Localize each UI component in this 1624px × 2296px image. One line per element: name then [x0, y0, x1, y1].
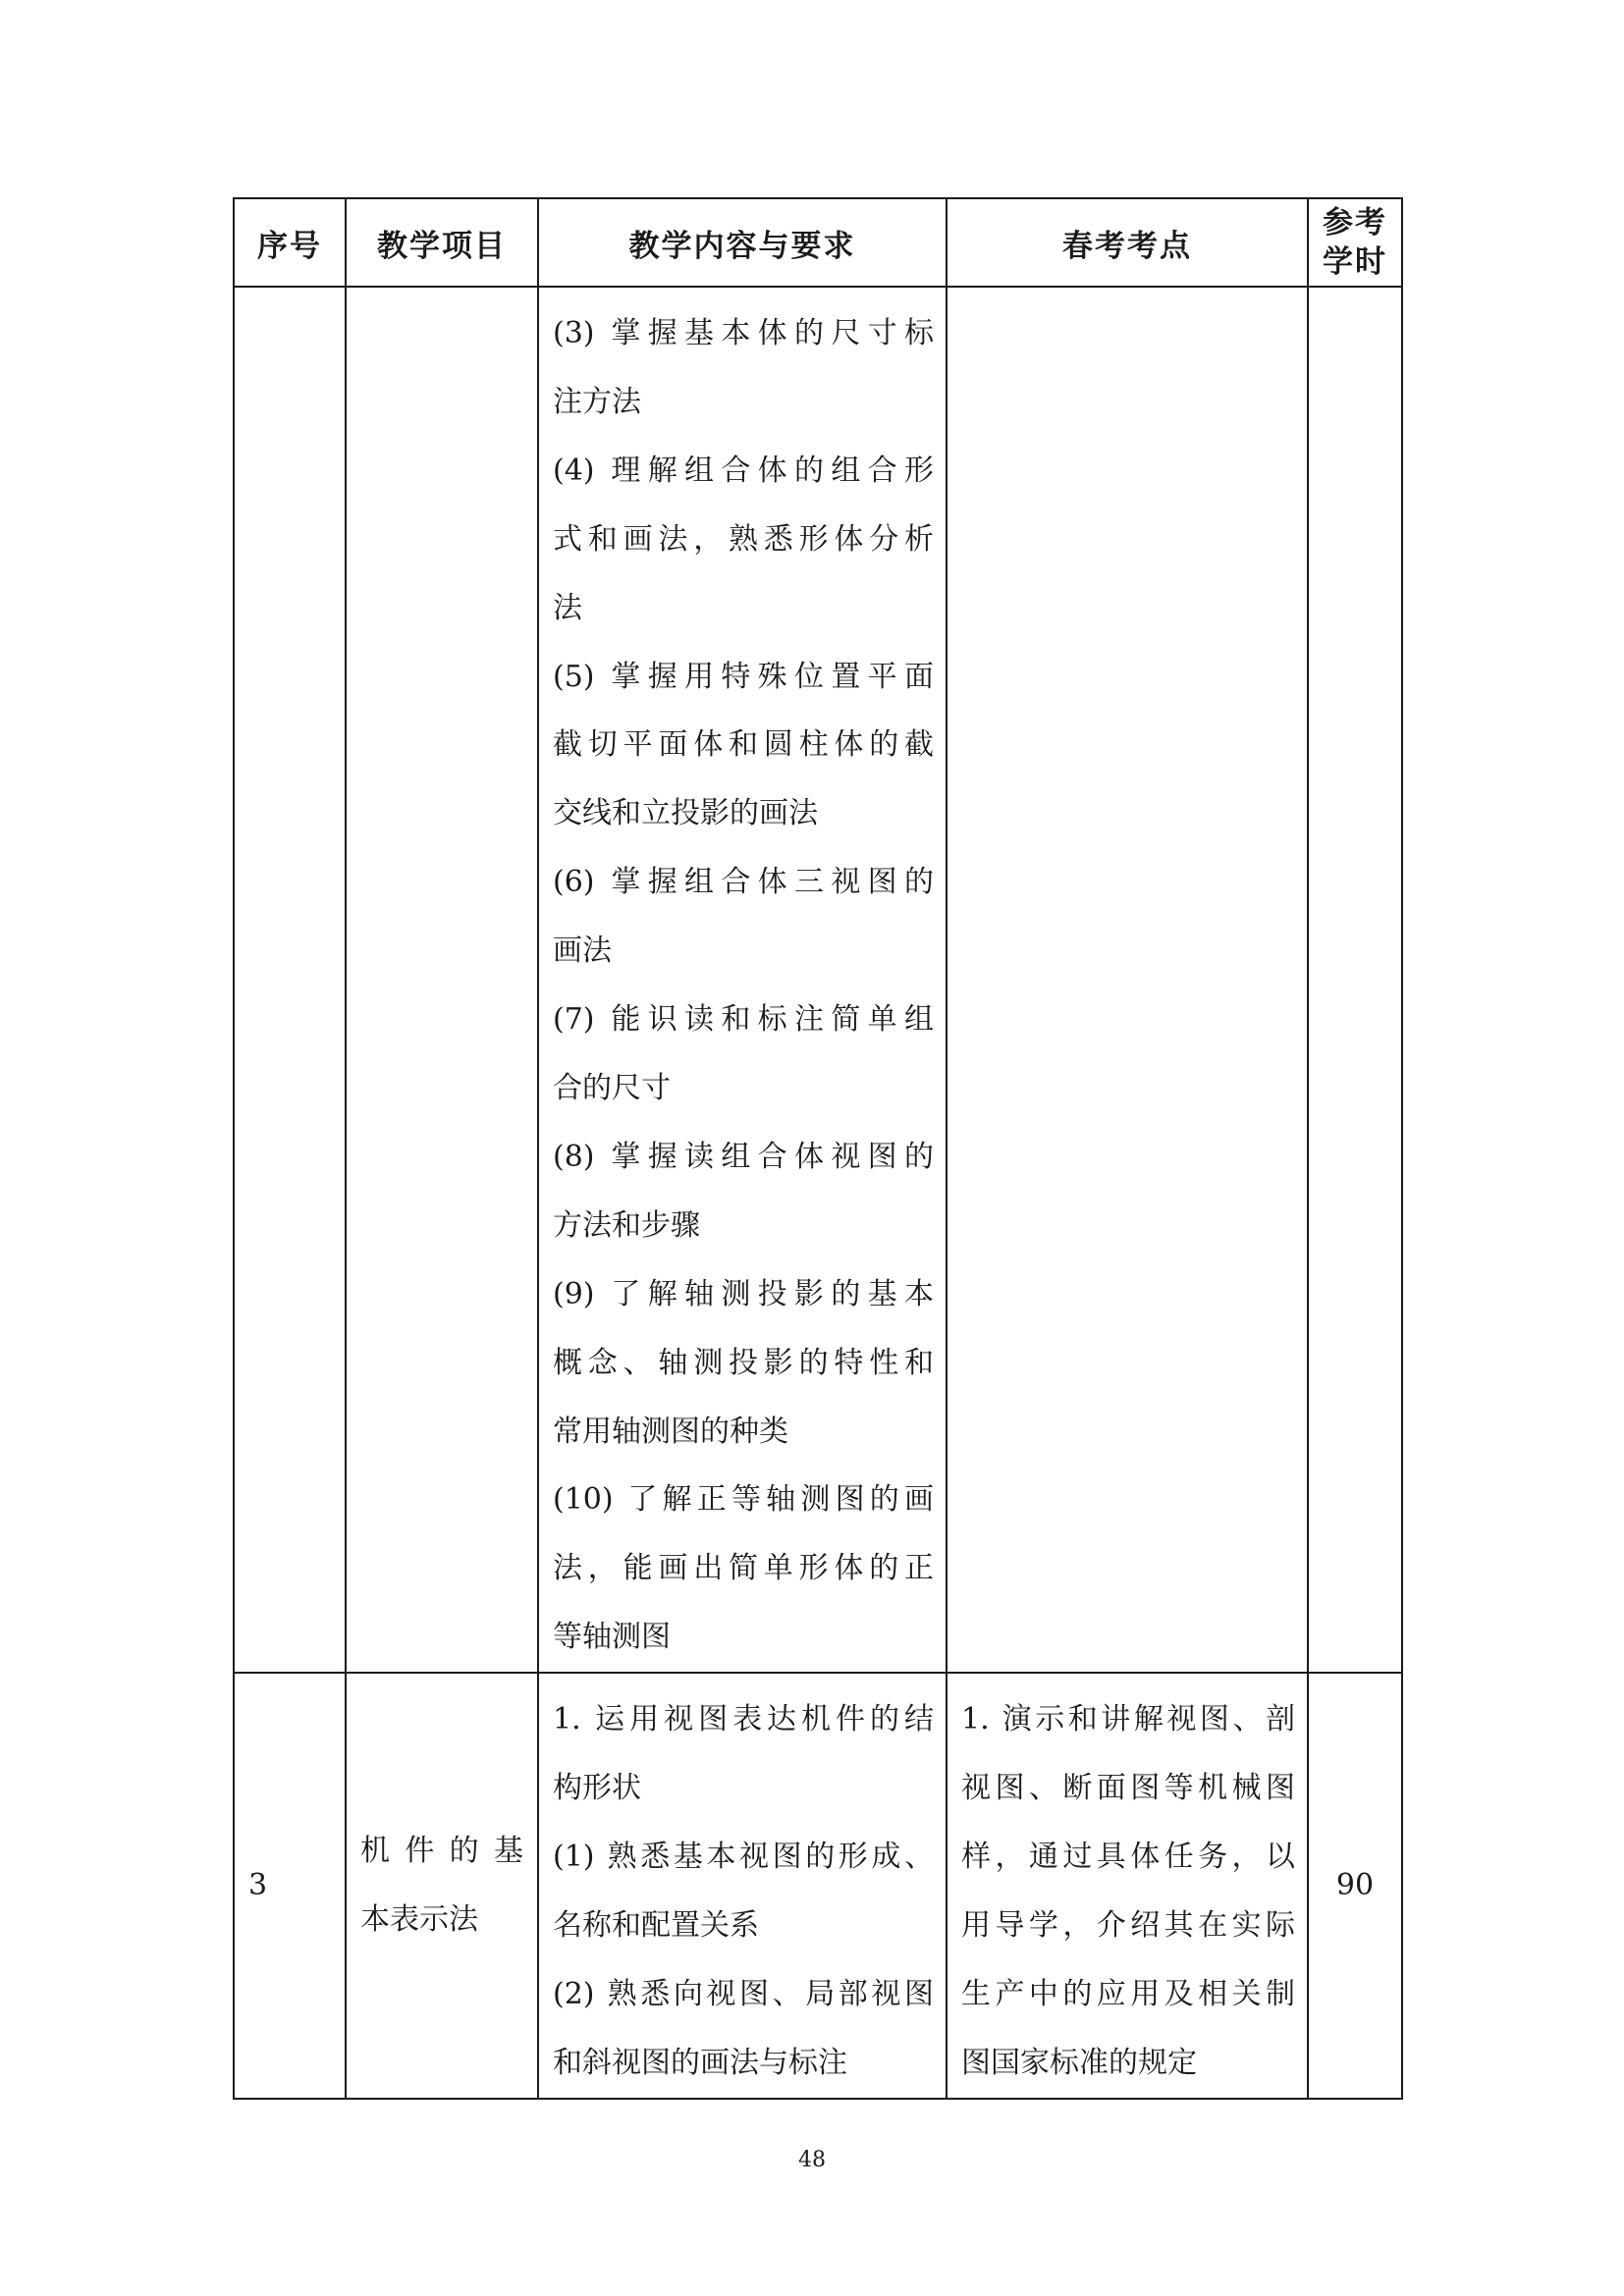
text-line: (10) 了解正等轴测图的画 — [553, 1482, 934, 1518]
text-line: 方法和步骤 — [553, 1207, 700, 1243]
text-line: 机件的基 — [360, 1833, 523, 1868]
text-line: 样，通过具体任务，以 — [961, 1839, 1295, 1874]
text-line: (5) 掌握用特殊位置平面 — [553, 659, 934, 694]
text-line: 图国家标准的规定 — [961, 2045, 1197, 2080]
cell-exam-points — [947, 1673, 1308, 2098]
header-hours — [1308, 198, 1402, 287]
text-line: 视图、断面图等机械图 — [961, 1771, 1295, 1806]
text-line: 1. 运用视图表达机件的结 — [553, 1702, 934, 1737]
text-line: 截切平面体和圆柱体的截 — [553, 727, 934, 763]
header-exam-points: 春考考点 — [947, 198, 1308, 287]
text-line: 本表示法 — [360, 1901, 478, 1937]
text-line: (7) 能识读和标注简单组 — [553, 1002, 934, 1038]
text-line: (8) 掌握读组合体视图的 — [553, 1139, 934, 1174]
text-line: 法，能画出简单形体的正 — [553, 1551, 934, 1586]
text-line: (4) 理解组合体的组合形 — [553, 453, 934, 488]
exam-lines — [947, 1674, 1307, 2097]
text-line: 等轴测图 — [553, 1620, 671, 1655]
cell-content — [538, 287, 947, 1673]
text-line: 构形状 — [553, 1771, 641, 1806]
text-line: 注方法 — [553, 384, 641, 419]
text-line: 合的尺寸 — [553, 1070, 671, 1105]
text-line: 式和画法，熟悉形体分析 — [553, 521, 934, 557]
text-line: (6) 掌握组合体三视图的 — [553, 865, 934, 900]
cell-no-empty — [234, 287, 346, 1673]
content-lines — [539, 288, 946, 1672]
text-line: 画法 — [553, 934, 612, 969]
table-row-3 — [234, 1673, 1402, 2098]
text-line: (3) 掌握基本体的尺寸标 — [553, 316, 934, 350]
header-hours-line: 参考 — [1323, 205, 1387, 240]
text-line: (1) 熟悉基本视图的形成、 — [553, 1839, 934, 1874]
cell-project-empty — [346, 287, 538, 1673]
text-line: 常用轴测图的种类 — [553, 1414, 788, 1449]
cell-hours-empty — [1308, 287, 1402, 1673]
text-line: 交线和立投影的画法 — [553, 796, 818, 831]
text-line: 用导学，介绍其在实际 — [961, 1907, 1295, 1943]
cell-no: 3 — [234, 1673, 346, 2098]
text-line: 法 — [553, 590, 582, 625]
content-lines — [539, 1674, 946, 2097]
project-lines — [347, 1817, 537, 1954]
text-line: (2) 熟悉向视图、局部视图 — [553, 1976, 934, 2011]
table-header-row — [234, 198, 1402, 287]
text-line: (9) 了解轴测投影的基本 — [553, 1276, 934, 1311]
text-line: 生产中的应用及相关制 — [961, 1976, 1295, 2011]
text-line: 1. 演示和讲解视图、剖 — [961, 1702, 1295, 1737]
cell-exam-empty — [947, 287, 1308, 1673]
text-line: 名称和配置关系 — [553, 1907, 759, 1943]
header-project: 教学项目 — [346, 198, 538, 287]
header-no: 序号 — [234, 198, 346, 287]
text-line: 概念、轴测投影的特性和 — [553, 1345, 934, 1380]
cell-project — [346, 1673, 538, 2098]
header-content: 教学内容与要求 — [538, 198, 947, 287]
cell-hours: 90 — [1308, 1673, 1402, 2098]
syllabus-table — [233, 197, 1403, 2100]
cell-content — [538, 1673, 947, 2098]
text-line: 和斜视图的画法与标注 — [553, 2045, 847, 2080]
page-number: 48 — [798, 2148, 826, 2172]
table-row-continued — [234, 287, 1402, 1673]
header-hours-line: 学时 — [1323, 244, 1387, 280]
